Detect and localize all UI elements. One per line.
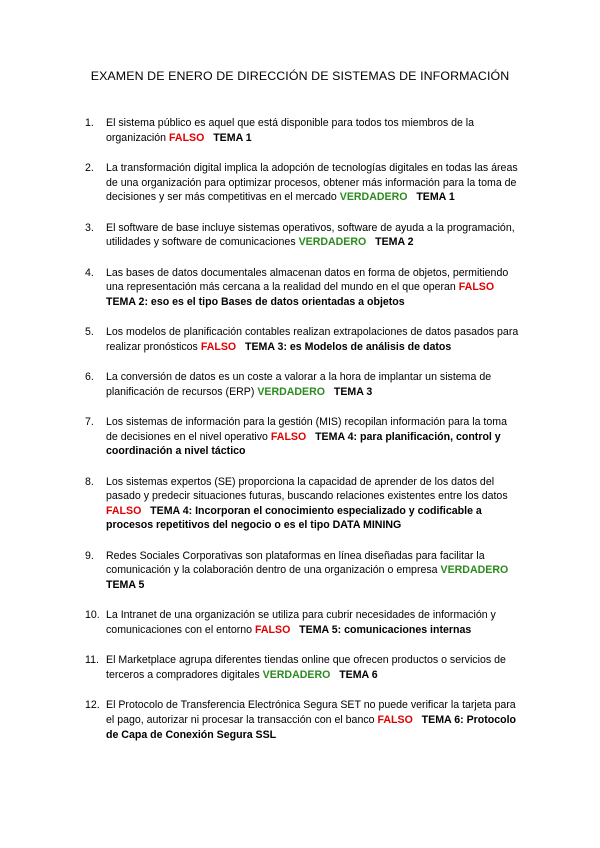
answer-label: VERDADERO (339, 191, 408, 204)
question-body (106, 549, 521, 593)
question-item (85, 161, 521, 205)
tema-reference: TEMA 2: eso es el tipo Bases de datos orientadas a objetos (106, 295, 405, 308)
question-text: Los modelos de planificación contables realizan extrapolaciones de datos pasados para realizar pronósticos (106, 326, 519, 353)
tema-reference: TEMA 1 (416, 191, 455, 204)
answer-label: VERDADERO (440, 564, 509, 577)
tema-reference: TEMA 6: Protocolo de Capa de Conexión Segura SSL (106, 713, 517, 741)
question-body (106, 116, 521, 145)
question-body (106, 161, 521, 205)
question-item (85, 325, 521, 354)
question-text: El Marketplace agrupa diferentes tiendas online que ofrecen productos o servicios de terceros a compradores digitales (106, 654, 506, 681)
question-number: 9. (85, 549, 94, 562)
question-number: 8. (85, 475, 94, 488)
answer-label: FALSO (200, 340, 237, 353)
answer-label: FALSO (458, 281, 495, 294)
page-title: EXAMEN DE ENERO DE DIRECCIÓN DE SISTEMAS DE INFORMACIÓN (90, 69, 510, 83)
question-text: La transformación digital implica la adopción de tecnologías digitales en todas las áreas de una organización para optimizar procesos, obtener más información para la toma de decisiones y ser más competitivas en el mercado (106, 161, 518, 204)
answer-label: FALSO (169, 131, 205, 144)
question-text: Las bases de datos documentales almacenan datos en forma de objetos, permitiendo una representación más cercana a la realidad del mundo en el que operan (106, 266, 509, 294)
question-text: El software de base incluye sistemas operativos, software de ayuda a la programación, utilidades y software de comunicaciones (106, 221, 515, 249)
question-body (106, 608, 521, 637)
question-text: El Protocolo de Transferencia Electrónica Segura SET no puede verificar la tarjeta para el pago, autorizar ni procesar la transacción con el banco (106, 699, 516, 726)
question-body (106, 370, 521, 399)
tema-reference: TEMA 1 (213, 131, 252, 144)
answer-label: FALSO (270, 430, 307, 443)
question-item (85, 698, 521, 742)
question-item (85, 116, 521, 145)
tema-reference: TEMA 6 (339, 669, 378, 681)
question-body (106, 266, 521, 310)
question-text: Los sistemas expertos (SE) proporciona la capacidad de aprender de los datos del pasado y predecir situaciones futuras, buscando relaciones existentes entre los datos (106, 475, 508, 503)
question-item (85, 653, 521, 682)
question-item (85, 221, 521, 250)
question-number: 4. (85, 266, 94, 279)
question-item (85, 370, 521, 399)
question-text: Los sistemas de información para la gestión (MIS) recopilan información para la toma de decisiones en el nivel operativo (106, 416, 507, 443)
tema-reference: TEMA 4: Incorporan el conocimiento especializado y codificable a procesos repetitivos del negocio o es el tipo DATA MINING (106, 504, 482, 532)
question-item (85, 549, 521, 593)
question-number: 3. (85, 221, 94, 234)
question-body (106, 415, 521, 459)
question-body (106, 698, 521, 742)
question-number: 10. (85, 609, 100, 622)
question-text: El sistema público es aquel que está disponible para todos tos miembros de la organización (106, 117, 475, 144)
question-body (106, 325, 521, 354)
answer-label: FALSO (377, 713, 413, 726)
question-item (85, 415, 521, 459)
question-text: La conversión de datos es un coste a valorar a la hora de implantar un sistema de planificación de recursos (ERP) (106, 371, 492, 398)
tema-reference: TEMA 5: comunicaciones internas (299, 624, 472, 637)
question-item (85, 475, 521, 533)
question-list (85, 116, 521, 758)
question-number: 6. (85, 371, 94, 384)
tema-reference: TEMA 3: es Modelos de análisis de datos (244, 340, 452, 353)
question-text: La Intranet de una organización se utiliza para cubrir necesidades de información y comunicaciones con el entorno (106, 609, 496, 637)
answer-label: VERDADERO (262, 669, 331, 681)
question-number: 12. (85, 699, 100, 712)
tema-reference: TEMA 5 (106, 579, 145, 592)
answer-label: FALSO (255, 624, 291, 637)
question-number: 11. (85, 654, 99, 667)
question-text: Redes Sociales Corporativas son plataformas en línea diseñadas para facilitar la comunicación y la colaboración dentro de una organización o empresa (106, 549, 485, 577)
answer-label: FALSO (106, 504, 142, 517)
question-number: 5. (85, 326, 94, 339)
question-number: 2. (85, 161, 94, 174)
answer-label: VERDADERO (257, 385, 326, 398)
tema-reference: TEMA 3 (333, 385, 373, 398)
question-item (85, 608, 521, 637)
tema-reference: TEMA 4: para planificación, control y coordinación a nivel táctico (106, 430, 501, 458)
tema-reference: TEMA 2 (375, 236, 414, 249)
question-number: 1. (85, 117, 94, 129)
question-body (106, 221, 521, 250)
question-number: 7. (85, 416, 94, 429)
answer-label: VERDADERO (298, 236, 367, 249)
question-item (85, 266, 521, 310)
question-body (106, 653, 521, 682)
question-body (106, 475, 521, 533)
